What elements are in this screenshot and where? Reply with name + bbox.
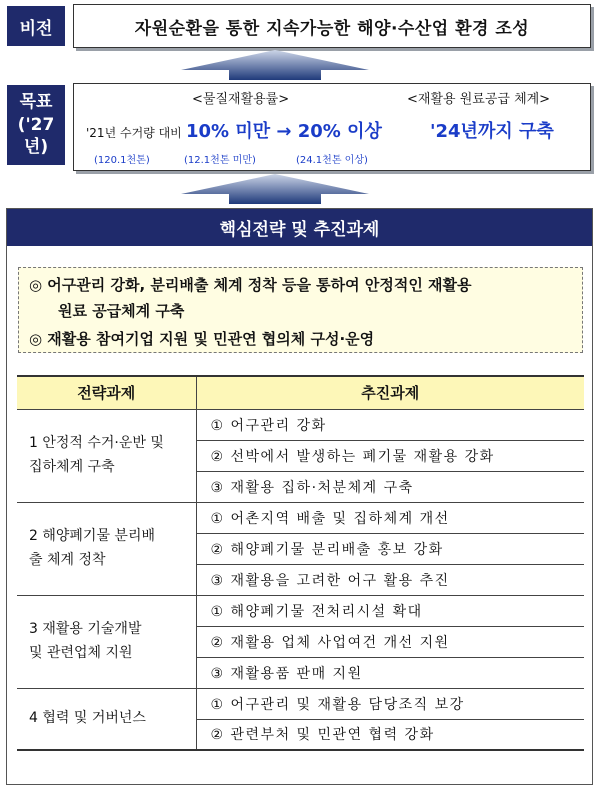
goal-target-text: 10% 미만 → 20% 이상 xyxy=(186,121,382,142)
goal-baseline-text: '21년 수거량 대비 xyxy=(86,126,182,140)
action-cell: ③ 재활용 집하·처분체계 구축 xyxy=(196,471,584,502)
strategy-name-line: 및 관련업체 지원 xyxy=(29,644,133,661)
task-table xyxy=(17,375,584,751)
table-row xyxy=(17,595,584,626)
strategy-name-line: 2 해양폐기물 분리배 xyxy=(29,528,155,545)
action-cell: ② 해양폐기물 분리배출 홍보 강화 xyxy=(196,533,584,564)
core-strategy-line: ◎ 어구관리 강화, 분리배출 체계 정착 등을 통하여 안정적인 재활용 xyxy=(29,276,472,294)
action-cell: ② 선박에서 발생하는 폐기물 재활용 강화 xyxy=(196,440,584,471)
strategy-cell xyxy=(17,595,196,688)
action-cell: ② 관련부처 및 민관연 협력 강화 xyxy=(196,719,584,750)
table-header-row xyxy=(17,376,584,409)
table-row xyxy=(17,502,584,533)
table-row xyxy=(17,688,584,719)
strategy-panel xyxy=(6,208,593,785)
vision-label-text: 비전 xyxy=(19,18,53,39)
core-strategy-line: ◎ 재활용 참여기업 지원 및 민관연 협의체 구성·운영 xyxy=(29,330,375,348)
goal-heading-supply-system: <재활용 원료공급 체계> xyxy=(407,92,551,107)
core-strategy-box xyxy=(18,267,583,353)
column-header-strategy: 전략과제 xyxy=(17,376,196,409)
goal-label xyxy=(7,85,65,165)
goal-target-amount: (24.1천톤 이상) xyxy=(296,155,368,166)
strategy-cell xyxy=(17,409,196,502)
vision-statement xyxy=(73,4,591,48)
core-strategy-line: 원료 공급체계 구축 xyxy=(58,302,185,320)
strategy-header xyxy=(7,209,592,246)
strategy-name-line: 출 체계 정착 xyxy=(29,551,106,568)
action-cell: ② 재활용 업체 사업여건 개선 지원 xyxy=(196,626,584,657)
goal-year-text: ('27년) xyxy=(17,114,55,158)
up-arrow-icon xyxy=(181,174,369,204)
strategy-cell xyxy=(17,688,196,750)
goal-baseline-amount: (120.1천톤) xyxy=(94,155,150,166)
goal-current-amount: (12.1천톤 미만) xyxy=(184,155,256,166)
strategy-cell xyxy=(17,502,196,595)
strategy-name-line: 3 재활용 기술개발 xyxy=(29,621,142,638)
goal-heading-recycling-rate: <물질재활용률> xyxy=(192,92,290,107)
goal-label-text: 목표 xyxy=(19,91,53,112)
action-cell: ③ 재활용품 판매 지원 xyxy=(196,657,584,688)
column-header-actions: 추진과제 xyxy=(196,376,584,409)
vision-text: 자원순환을 통한 지속가능한 해양·수산업 환경 조성 xyxy=(134,18,530,39)
action-cell: ① 해양폐기물 전처리시설 확대 xyxy=(196,595,584,626)
action-cell: ① 어촌지역 배출 및 집하체계 개선 xyxy=(196,502,584,533)
table-row xyxy=(17,409,584,440)
vision-label xyxy=(7,6,65,46)
action-cell: ③ 재활용을 고려한 어구 활용 추진 xyxy=(196,564,584,595)
strategy-name-line: 4 협력 및 거버넌스 xyxy=(29,710,146,727)
up-arrow-icon xyxy=(181,50,369,80)
strategy-name-line: 1 안정적 수거·운반 및 xyxy=(29,435,164,452)
action-cell: ① 어구관리 및 재활용 담당조직 보강 xyxy=(196,688,584,719)
goal-supply-target-text: '24년까지 구축 xyxy=(430,121,554,142)
strategy-header-text: 핵심전략 및 추진과제 xyxy=(219,220,380,240)
goal-box xyxy=(73,83,591,171)
strategy-name-line: 집하체계 구축 xyxy=(29,458,115,475)
action-cell: ① 어구관리 강화 xyxy=(196,409,584,440)
